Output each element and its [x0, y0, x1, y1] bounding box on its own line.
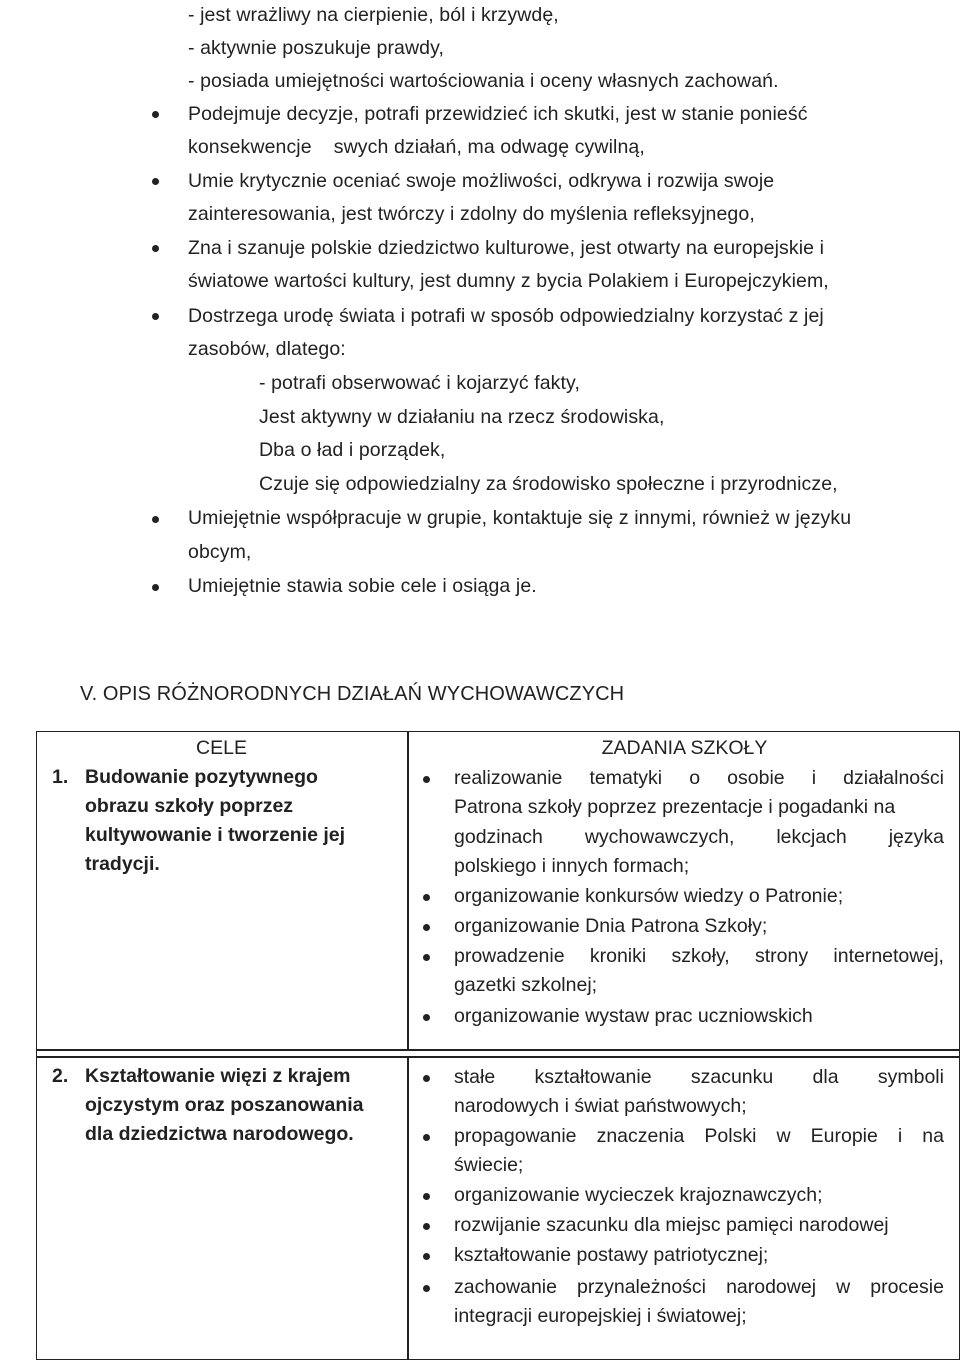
intro-bullet-line: zasobów, dlatego:: [188, 338, 346, 360]
bullet-icon: [423, 1253, 430, 1260]
bullet-icon: [423, 924, 430, 931]
task-line: organizowanie konkursów wiedzy o Patronie;: [454, 885, 844, 907]
goal-number: 1.: [52, 766, 69, 788]
bullet-icon: [152, 516, 159, 523]
task-justified-line: [454, 1063, 944, 1092]
table-header-tasks: ZADANIA SZKOŁY: [601, 737, 768, 759]
task-word: lekcjach: [776, 826, 847, 848]
task-word: i: [811, 767, 817, 789]
task-line: organizowanie wycieczek krajoznawczych;: [454, 1184, 823, 1206]
task-word: szacunku: [690, 1066, 774, 1088]
task-word: szkoły,: [671, 945, 730, 967]
goal-text: kultywowanie i tworzenie jej: [85, 824, 346, 846]
task-word: zachowanie: [454, 1276, 557, 1298]
table-row-divider: [36, 1049, 960, 1051]
task-line: organizowanie Dnia Patrona Szkoły;: [454, 915, 768, 937]
intro-bullet-line: Podejmuje decyzje, potrafi przewidzieć ich skutki, jest w stanie ponieść: [188, 103, 808, 125]
bullet-icon: [423, 1134, 430, 1141]
task-word: kształtowanie: [534, 1066, 652, 1088]
bullet-icon: [423, 1014, 430, 1021]
bullet-icon: [423, 1285, 430, 1292]
intro-bullet-line: światowe wartości kultury, jest dumny z bycia Polakiem i Europejczykiem,: [188, 270, 829, 292]
bullet-icon: [423, 894, 430, 901]
intro-bullet-line: Umiejętnie stawia sobie cele i osiąga je.: [188, 575, 537, 597]
task-word: procesie: [870, 1276, 944, 1298]
goal-number: 2.: [52, 1065, 69, 1087]
task-word: stałe: [454, 1066, 496, 1088]
task-word: narodowej: [726, 1276, 817, 1298]
intro-bullet-line: obcym,: [188, 541, 252, 563]
task-word: wychowawczych,: [584, 826, 735, 848]
task-justified-line: [454, 942, 944, 971]
goal-text: Budowanie pozytywnego: [85, 766, 318, 788]
bullet-icon: [423, 776, 430, 783]
task-line: [454, 1122, 944, 1151]
task-word: przynależności: [577, 1276, 707, 1298]
task-word: kroniki: [589, 945, 647, 967]
intro-indented-line: Dba o ład i porządek,: [259, 439, 446, 461]
section-title: V. OPIS RÓŻNORODNYCH DZIAŁAŃ WYCHOWAWCZYCH: [80, 683, 625, 705]
intro-subline: - posiada umiejętności wartościowania i oceny własnych zachowań.: [188, 70, 779, 92]
goal-text: ojczystym oraz poszanowania: [85, 1094, 364, 1116]
task-line: [454, 764, 944, 793]
task-line: narodowych i świat państwowych;: [454, 1095, 747, 1117]
intro-indented-line: Jest aktywny w działaniu na rzecz środowiska,: [259, 406, 665, 428]
task-word: godzinach: [454, 826, 543, 848]
task-word: w: [776, 1125, 791, 1147]
table-row-divider: [36, 1056, 960, 1058]
bullet-icon: [152, 111, 159, 118]
task-line: [454, 823, 944, 852]
table-column-divider: [407, 1057, 409, 1360]
task-justified-line: [454, 764, 944, 793]
intro-bullet-line: Umiejętnie współpracuje w grupie, kontaktuje się z innymi, również w języku: [188, 507, 852, 529]
task-word: o: [689, 767, 701, 789]
bullet-icon: [423, 1193, 430, 1200]
table-header-goals: CELE: [196, 737, 247, 759]
task-line: polskiego i innych formach;: [454, 855, 690, 877]
task-line: świecie;: [454, 1154, 524, 1176]
task-line: [454, 1063, 944, 1092]
task-word: realizowanie: [454, 767, 563, 789]
bullet-icon: [152, 313, 159, 320]
task-word: strony: [754, 945, 809, 967]
intro-indented-line: Czuje się odpowiedzialny za środowisko społeczne i przyrodnicze,: [259, 473, 838, 495]
task-word: osobie: [727, 767, 785, 789]
task-line: kształtowanie postawy patriotycznej;: [454, 1244, 769, 1266]
table-column-divider: [407, 731, 409, 1049]
intro-subline: - aktywnie poszukuje prawdy,: [188, 37, 445, 59]
task-justified-line: [454, 823, 944, 852]
intro-bullet-line: Zna i szanuje polskie dziedzictwo kulturowe, jest otwarty na europejskie i: [188, 237, 825, 259]
goal-text: Kształtowanie więzi z krajem: [85, 1065, 351, 1087]
task-justified-line: [454, 1273, 944, 1302]
intro-bullet-line: Dostrzega urodę świata i potrafi w sposób odpowiedzialny korzystać z jej: [188, 305, 824, 327]
task-line: rozwijanie szacunku dla miejsc pamięci narodowej: [454, 1214, 889, 1236]
bullet-icon: [152, 584, 159, 591]
task-word: Polski: [704, 1125, 757, 1147]
bullet-icon: [152, 178, 159, 185]
bullet-icon: [423, 1223, 430, 1230]
task-word: dla: [812, 1066, 839, 1088]
intro-subline: - jest wrażliwy na cierpienie, ból i krzywdę,: [188, 4, 559, 26]
task-word: Europie: [810, 1125, 878, 1147]
task-word: w: [836, 1276, 851, 1298]
task-word: na: [922, 1125, 944, 1147]
task-word: i: [897, 1125, 903, 1147]
task-word: symboli: [877, 1066, 944, 1088]
intro-indented-line: - potrafi obserwować i kojarzyć fakty,: [259, 372, 580, 394]
task-line: gazetki szkolnej;: [454, 974, 598, 996]
goal-text: obrazu szkoły poprzez: [85, 795, 294, 817]
intro-bullet-line: Umie krytycznie oceniać swoje możliwości, odkrywa i rozwija swoje: [188, 170, 775, 192]
intro-bullet-line: zainteresowania, jest twórczy i zdolny do myślenia refleksyjnego,: [188, 203, 755, 225]
bullet-icon: [423, 1075, 430, 1082]
task-line: organizowanie wystaw prac uczniowskich: [454, 1005, 813, 1027]
task-line: [454, 1273, 944, 1302]
task-word: języka: [888, 826, 944, 848]
intro-bullet-line: konsekwencje swych działań, ma odwagę cywilną,: [188, 136, 645, 158]
task-justified-line: [454, 1122, 944, 1151]
task-word: internetowej,: [833, 945, 944, 967]
task-word: propagowanie: [454, 1125, 577, 1147]
goal-text: dla dziedzictwa narodowego.: [85, 1123, 354, 1145]
bullet-icon: [423, 954, 430, 961]
bullet-icon: [152, 245, 159, 252]
task-word: działalności: [843, 767, 944, 789]
task-line: integracji europejskiej i światowej;: [454, 1305, 747, 1327]
task-word: znaczenia: [596, 1125, 685, 1147]
goal-text: tradycji.: [85, 853, 160, 875]
task-word: tematyki: [589, 767, 663, 789]
task-line: Patrona szkoły poprzez prezentacje i pogadanki na: [454, 796, 896, 818]
task-word: prowadzenie: [454, 945, 565, 967]
task-line: [454, 942, 944, 971]
